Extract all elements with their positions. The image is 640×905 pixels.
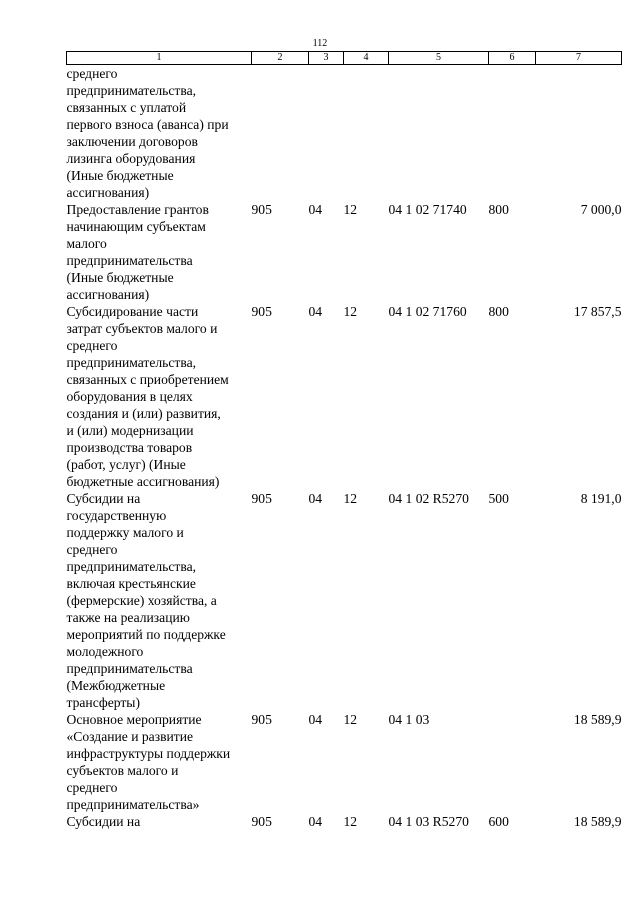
ministry-code-cell: 905 [251, 491, 272, 506]
row-name-line: среднего [66, 542, 118, 557]
column-header-3: 3 [309, 52, 344, 65]
section-code-cell [309, 65, 344, 202]
expense-type-cell: 800 [488, 304, 509, 319]
table-row [67, 711, 622, 813]
row-name-line: начинающим субъектам [66, 219, 206, 234]
row-name-line: бюджетные ассигнования) [66, 474, 220, 489]
row-name-line: предпринимательства, [66, 83, 197, 98]
row-name-cell [67, 303, 252, 490]
column-number-header [67, 52, 622, 65]
row-name-line: инфраструктуры поддержки [66, 746, 231, 761]
target-article-cell: 04 1 02 71760 [388, 304, 467, 319]
section-code-cell: 04 [308, 304, 323, 319]
row-name-cell [67, 490, 252, 711]
expense-type-cell: 500 [488, 491, 509, 506]
ministry-code-cell: 905 [251, 304, 272, 319]
row-name-line: Субсидии на [66, 814, 141, 829]
row-name-line: производства товаров [66, 440, 193, 455]
row-name-line: среднего [66, 66, 118, 81]
row-name-line: оборудования в целях [66, 389, 193, 404]
table-row [67, 813, 622, 830]
row-name-line: лизинга оборудования [66, 151, 196, 166]
subsection-code-cell: 12 [343, 491, 358, 506]
row-name-line: субъектов малого и [66, 763, 179, 778]
row-name-cell [67, 201, 252, 303]
ministry-code-cell: 905 [251, 814, 272, 829]
target-article-cell [389, 65, 489, 202]
row-name-line: Субсидии на [66, 491, 141, 506]
amount-cell: 18 589,9 [573, 712, 622, 727]
row-name-cell [67, 711, 252, 813]
row-name-line: среднего [66, 780, 118, 795]
row-name-line: Предоставление грантов [66, 202, 209, 217]
row-name-line: мероприятий по поддержке [66, 627, 226, 642]
amount-cell: 17 857,5 [573, 304, 622, 319]
row-name-line: первого взноса (аванса) при [66, 117, 229, 132]
ministry-code-cell [252, 65, 309, 202]
row-name-line: предпринимательства [66, 253, 193, 268]
row-name-line: включая крестьянские [66, 576, 196, 591]
subsection-code-cell: 12 [343, 712, 358, 727]
row-name-line: заключении договоров [66, 134, 198, 149]
row-name-line: связанных с уплатой [66, 100, 187, 115]
row-name-line: также на реализацию [66, 610, 190, 625]
row-name-line: среднего [66, 338, 118, 353]
row-name-line: государственную [66, 508, 167, 523]
table-body [67, 65, 622, 831]
expense-type-cell [489, 65, 536, 202]
expense-type-cell [489, 711, 536, 813]
subsection-code-cell [344, 65, 389, 202]
table-row [67, 201, 622, 303]
page-number: 112 [312, 38, 328, 49]
amount-cell [536, 65, 622, 202]
row-name-line: затрат субъектов малого и [66, 321, 218, 336]
table-row [67, 303, 622, 490]
row-name-line: трансферты) [66, 695, 140, 710]
section-code-cell: 04 [308, 202, 323, 217]
target-article-cell: 04 1 02 R5270 [388, 491, 469, 506]
subsection-code-cell: 12 [343, 304, 358, 319]
row-name-line: ассигнования) [66, 287, 150, 302]
target-article-cell: 04 1 02 71740 [388, 202, 467, 217]
amount-cell: 8 191,0 [580, 491, 622, 506]
column-header-5: 5 [389, 52, 489, 65]
budget-table [66, 51, 622, 830]
target-article-cell: 04 1 03 [388, 712, 430, 727]
table-row [67, 65, 622, 202]
row-name-line: создания и (или) развития, [66, 406, 221, 421]
row-name-line: предпринимательства» [66, 797, 200, 812]
row-name-line: предпринимательства, [66, 355, 197, 370]
row-name-line: (Межбюджетные [66, 678, 166, 693]
column-header-7: 7 [536, 52, 622, 65]
row-name-line: предпринимательства, [66, 559, 197, 574]
row-name-line: связанных с приобретением [66, 372, 229, 387]
row-name-line: предпринимательства [66, 661, 193, 676]
amount-cell: 7 000,0 [580, 202, 622, 217]
table-row [67, 490, 622, 711]
expense-type-cell: 800 [488, 202, 509, 217]
row-name-line: и (или) модернизации [66, 423, 194, 438]
section-code-cell: 04 [308, 712, 323, 727]
row-name-line: «Создание и развитие [66, 729, 194, 744]
ministry-code-cell: 905 [251, 712, 272, 727]
row-name-line: (Иные бюджетные [66, 168, 174, 183]
row-name-cell [67, 813, 252, 830]
row-name-cell [67, 65, 252, 202]
row-name-line: поддержку малого и [66, 525, 184, 540]
subsection-code-cell: 12 [343, 202, 358, 217]
expense-type-cell: 600 [488, 814, 509, 829]
row-name-line: (работ, услуг) (Иные [66, 457, 186, 472]
section-code-cell: 04 [308, 491, 323, 506]
row-name-line: (фермерские) хозяйства, а [66, 593, 217, 608]
amount-cell: 18 589,9 [573, 814, 622, 829]
ministry-code-cell: 905 [251, 202, 272, 217]
target-article-cell: 04 1 03 R5270 [388, 814, 469, 829]
column-header-2: 2 [252, 52, 309, 65]
column-header-1: 1 [67, 52, 252, 65]
subsection-code-cell: 12 [343, 814, 358, 829]
section-code-cell: 04 [308, 814, 323, 829]
row-name-line: Основное мероприятие [66, 712, 202, 727]
column-header-6: 6 [489, 52, 536, 65]
column-header-4: 4 [344, 52, 389, 65]
row-name-line: ассигнования) [66, 185, 150, 200]
row-name-line: малого [66, 236, 107, 251]
row-name-line: (Иные бюджетные [66, 270, 174, 285]
row-name-line: молодежного [66, 644, 144, 659]
row-name-line: Субсидирование части [66, 304, 199, 319]
